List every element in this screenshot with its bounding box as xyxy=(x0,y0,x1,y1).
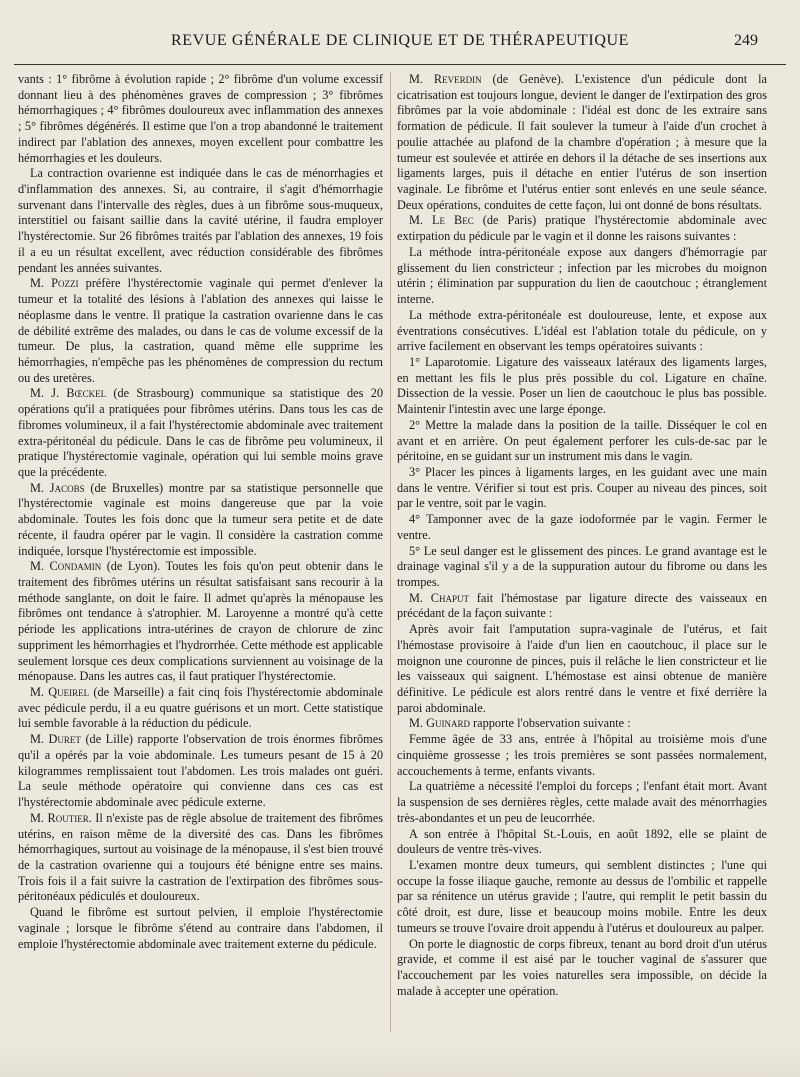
paragraph: On porte le diagnostic de corps fibreux, tenant au bord droit d'un utérus gravide, et comme il est aisé par le toucher vaginal de s'assurer que l'accouchement par les voies naturelles sera impossible, on décide la malade à accepter une opération. xyxy=(397,936,767,998)
paragraph xyxy=(18,811,383,905)
paragraph: La méthode intra-péritonéale expose aux dangers d'hémorragie par glissement du lien constricteur ; infection par les microbes du moignon utérin ; élimination par suppuration du lien de caoutchouc ; étranglement interne. xyxy=(397,244,767,307)
paragraph xyxy=(397,213,767,244)
paragraph-text: (de Paris) pratique l'hystérectomie abdominale avec extirpation du pédicule par le vagin et il donne les raisons suivantes : xyxy=(397,213,767,244)
paragraph: L'examen montre deux tumeurs, qui semblent distinctes ; l'une qui occupe la fosse iliaque gauche, remonte au dessus de l'ombilic et rappelle par sa rénitence un utérus gravide ; l'autre, qui remplit le petit bassin du côté droit, est dure, lisse et beaucoup moins mobile. Entre les deux tumeurs se trouve l'ovaire droit appendu à l'utérus et douloureux au palper. xyxy=(397,857,767,935)
paragraph xyxy=(397,716,767,732)
right-column xyxy=(397,72,767,999)
speaker-name: M. Queirel xyxy=(30,685,90,700)
paragraph: Femme âgée de 33 ans, entrée à l'hôpital au troisième mois d'une cinquième grossesse ; les trois premières se sont passées normalement, accouchements à terme, enfants vivants. xyxy=(397,732,767,778)
paragraph-text: (de Lille) rapporte l'observation de trois énormes fibrômes qu'il a opérés par la voie abdominale. Les tumeurs pesant de 15 à 20 kilogrammes remplissaient tout l'abdomen. Les trois malades ont guéri. La seule méthode opératoire qui convienne dans ces cas est l'hystérectomie abdominale avec pédicule externe. xyxy=(18,732,383,810)
paragraph: 5° Le seul danger est le glissement des pinces. Le grand avantage est le drainage vaginal s'il y a de la suppuration autour du fibrome ou dans les trompes. xyxy=(397,543,767,589)
paragraph: Après avoir fait l'amputation supra-vaginale de l'utérus, et fait l'hémostase provisoire à l'aide d'un lien en caoutchouc, il place sur le moignon une couronne de pinces, puis il relâche le lien constricteur et lie les vaisseaux qui saignent. L'hémostase est ainsi obtenue de manière définitive. Le pédicule est alors rentré dans le ventre et fixé derrière la paroi abdominale. xyxy=(397,622,767,715)
speaker-name: M. Chaput xyxy=(409,590,469,605)
paragraph-text: (de Marseille) a fait cinq fois l'hystérectomie abdominale avec pédicule perdu, il a eu quatre guérisons et un mort. Cette statistique lui semble favorable à la réduction du pédicule. xyxy=(18,685,383,731)
speaker-name: M. Duret xyxy=(30,732,81,747)
paragraph-text: préfère l'hystérectomie vaginale qui permet d'enlever la tumeur et la totalité des lésions à l'ablation des annexes qui laisse le néoplasme dans le ventre. Il pratique la castration ovarienne dans le cas de débilité extrême des malades, ou dans le cas de volume excessif de la tumeur. De plus, la castration, quand même elle supprime les hémorrhagies, n'empêche pas les phénomènes de compression du rectum ou des uretères. xyxy=(18,276,384,385)
paragraph xyxy=(18,276,383,386)
speaker-name: M. Reverdin xyxy=(409,72,482,86)
page-number: 249 xyxy=(734,32,758,49)
speaker-name: M. Pozzi xyxy=(30,276,79,291)
speaker-name: M. J. Bœckel xyxy=(30,386,107,401)
paragraph xyxy=(18,481,383,560)
paragraph: 4° Tamponner avec de la gaze iodoformée par le vagin. Fermer le ventre. xyxy=(397,512,767,542)
paragraph-text: (de Bruxelles) montre par sa statistique personnelle que l'hystérectomie vaginale est moins dangereuse que par la voie abdominale. Toutes les fois donc que la tumeur sera petite et de date récente, il faudra opérer par le vagin. Il considère la castration comme indiquée, lorsque l'hystérectomie est impossible. xyxy=(18,480,383,558)
paragraph xyxy=(18,685,383,732)
journal-title: REVUE GÉNÉRALE DE CLINIQUE ET DE THÉRAPEUTIQUE xyxy=(170,32,630,49)
paragraph: A son entrée à l'hôpital St.-Louis, en août 1892, elle se plaint de douleurs de ventre très-vives. xyxy=(397,826,767,857)
paragraph: 1° Laparotomie. Ligature des vaisseaux latéraux des ligaments larges, en mettant les fils le plus près possible du col. Ligature en chaîne. Dissection de la vessie. Poser un lien de caoutchouc le plus bas possible. Maintenir l'intestin avec une large éponge. xyxy=(397,354,767,417)
header-rule xyxy=(14,64,786,65)
paragraph xyxy=(18,559,383,685)
paragraph-text: (de Strasbourg) communique sa statistique des 20 opérations qu'il a pratiquées pour fibrômes utérins. Dans tous les cas de fibromes volumineux, il a fait l'hystérectomie abdominale avec traitement extra-péritonéal du pédicule. Dans le cas de fibrôme peu volumineux, il pratique l'hystérectomie vaginale, opération qui lui semble moins grave que la précédente. xyxy=(18,386,383,479)
column-divider xyxy=(390,72,391,1032)
speaker-name: M. Le Bec xyxy=(409,213,474,228)
paragraph: vants : 1° fibrôme à évolution rapide ; 2° fibrôme d'un volume excessif donnant lieu à des phénomènes graves de compression ; 3° fibrômes hémorrhagiques ; 4° fibrômes douloureux avec inflammation des annexes ; 5° fibrômes dégénérés. Il estime que l'on a trop abandonné le traitement indirect par l'ablation des annexes, moyen excellent pour combattre les hémorrhagies et les douleurs. xyxy=(18,72,383,165)
paragraph xyxy=(18,386,383,480)
paragraph-text: (de Lyon). Toutes les fois qu'on peut obtenir dans le traitement des fibrômes utérins un résultat satisfaisant sans recourir à la méthode sanglante, on doit le faire. Il admet qu'après la ménopause les fibrômes ont tendance à s'atrophier. M. Laroyenne a montré qu'à cette période les applications intra-utérines de crayon de chlorure de zinc suppriment les hémorrhagies et l'hydrorrhée. Cette méthode est applicable seulement lorsque ces deux complications surviennent au voisinage de la ménopause. Dans les autres cas, il faut pratiquer l'hystérectomie. xyxy=(18,559,383,684)
paragraph xyxy=(18,732,383,811)
speaker-name: M. Condamin xyxy=(30,559,102,574)
paragraph: Quand le fibrôme est surtout pelvien, il emploie l'hystérectomie vaginale ; lorsque le fibrôme s'étend au contraire dans l'abdomen, il emploie l'hystérectomie abdominale avec traitement externe du pédicule. xyxy=(18,905,383,951)
paragraph: 3° Placer les pinces à ligaments larges, en les guidant avec une main dans le ventre. Vérifier si tout est pris. Couper au niveau des pinces, soit par le ventre, soit par le vagin. xyxy=(397,464,767,511)
paragraph: 2° Mettre la malade dans la position de la taille. Disséquer le col en avant et en arrière. On peut également perforer les culs-de-sac par le péritoine, en se guidant sur un instrument mis dans le vagin. xyxy=(397,417,767,464)
running-header xyxy=(20,30,780,52)
speaker-name: M. Routier. xyxy=(30,810,92,825)
paragraph-text: rapporte l'observation suivante : xyxy=(469,716,631,731)
paragraph-text: fait l'hémostase par ligature directe des vaisseaux en précédant de la façon suivante : xyxy=(397,590,767,621)
paragraph: La méthode extra-péritonéale est douloureuse, lente, et expose aux éventrations consécutives. L'idéal est l'ablation totale du pédicule, on y arrive facilement en observant les temps opératoires suivants : xyxy=(397,307,767,354)
speaker-name: M. Guinard xyxy=(409,716,470,731)
speaker-name: M. Jacobs xyxy=(30,480,85,495)
paragraph xyxy=(397,591,767,622)
paragraph-text: Il n'existe pas de règle absolue de traitement des fibrômes utérins, en raison même de la diversité des cas. Dans les fibrômes hémorrhagiques, surtout au voisinage de la ménopause, il s'est bien trouvé de la castration ovarienne qui a toujours été bénigne entre ses mains. Trois fois il a fait suivre la castration de l'extirpation des fibrômes sous-péritonéaux pédiculés et douloureux. xyxy=(18,810,383,904)
left-column xyxy=(18,72,383,952)
paragraph-text: (de Genève). L'existence d'un pédicule dont la cicatrisation est toujours longue, devient le danger de l'extirpation des gros fibrômes par la voie abdominale : l'idéal est donc de les extraire sans formation de pédicule. Il fait soulever la tumeur à l'aide d'un crochet à poulie attachée au plafond de la chambre d'opération ; à mesure que la tumeur est soulevée et attirée en dehors il la détache de ses insertions aux ligaments larges, puis il détache en entier l'utérus de son insertion vaginale. Le fibrôme et l'utérus entier sont enlevés en une seule séance. Deux opérations, conduites de cette façon, lui ont donné de bons résultats. xyxy=(397,72,767,212)
page-bottom-margin xyxy=(0,1040,800,1077)
paragraph: La contraction ovarienne est indiquée dans le cas de ménorrhagies et d'inflammation des annexes. Si, au contraire, il s'agit d'hémorrhagie survenant dans l'intervalle des règles, dues à un fibrôme sous-muqueux, interstitiel ou faisant saillie dans la cavité utérine, il faudra employer l'hystérectomie. Sur 26 fibrômes traités par l'ablation des annexes, 19 fois il a eu un résultat excellent, avec réduction considérable des fibrômes pendant les années suivantes. xyxy=(18,166,383,275)
paragraph: La quatrième a nécessité l'emploi du forceps ; l'enfant était mort. Avant la suspension de ses dernières règles, cette malade avait des ménorrhagies très-abondantes et un peu de leucorrhée. xyxy=(397,779,767,825)
paragraph xyxy=(397,72,767,213)
